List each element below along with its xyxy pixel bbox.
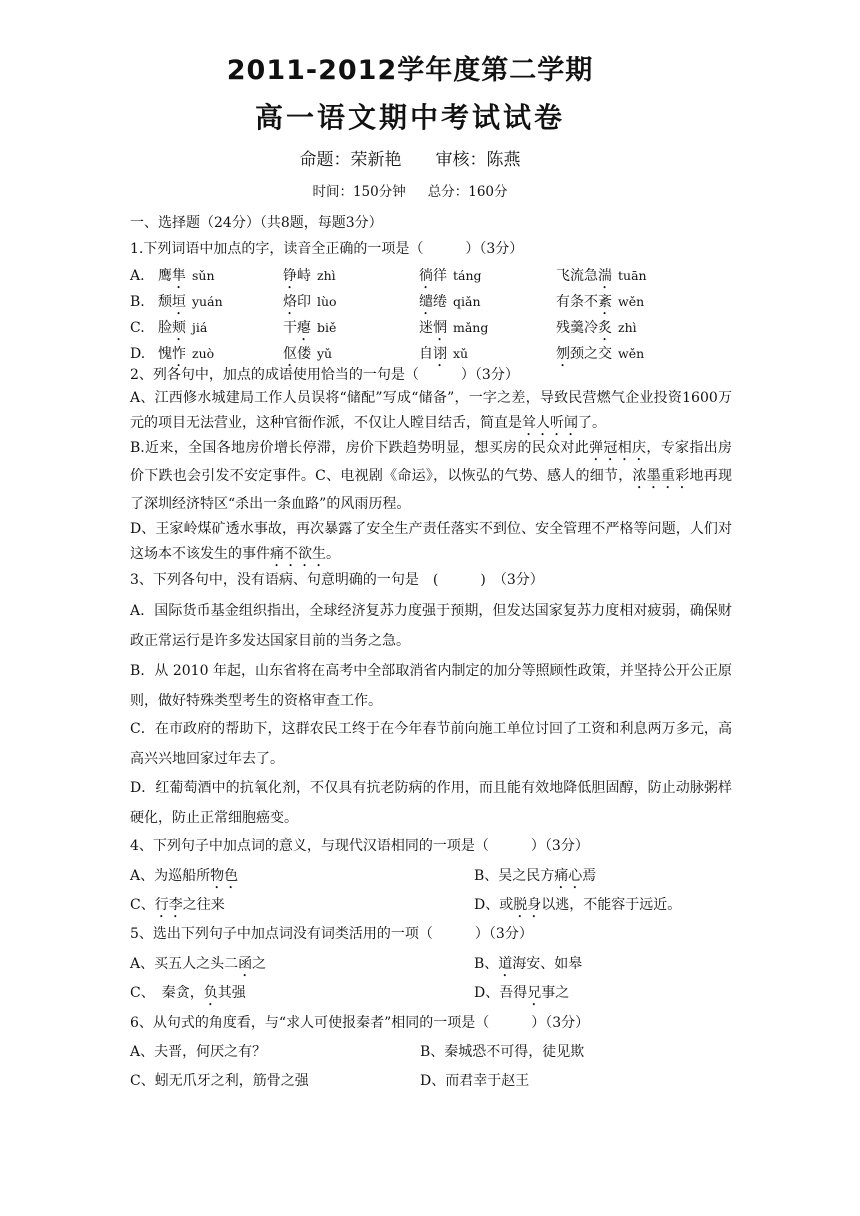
q1-word-dot: 伛 [283,346,297,362]
q6-option-c: C、蚓无爪牙之利，筋骨之强 [130,1073,309,1089]
q1-word-pre: 鹰 [158,268,172,284]
q2-c-tail: 地再现了深圳经济特区“杀出一条血路”的风雨历程。 [130,468,733,512]
author-label: 命题：荣新艳 [299,150,402,170]
q4-option-a [130,866,238,892]
q4-b-tail: 焉 [582,868,597,884]
q1-word-pinyin: wěn [618,294,645,309]
q1-word-dot: 垣 [172,294,186,310]
q2-stem: 2、列各句中，加点的成语使用恰当的一句是（ ）（3分） [130,367,519,383]
q1-word-pre: 迷 [419,320,433,336]
q5-option-a [130,954,266,980]
q2-a-tail: 了。 [578,415,606,431]
q1-word-pre: 自 [419,346,433,362]
q1-word [556,344,644,370]
q1-word-pinyin: zuò [192,346,215,361]
q2-a-text: A、江西修水城建局工作人员误将“储配”写成“储备”，一字之差，导致民营燃气企业投资1600万元的项目无法营业，这种官衙作派，不仅让人瞠目结舌，简直是 [130,390,732,431]
q3-option-a: A．国际货币基金组织指出，全球经济复苏力度强于预期，但发达国家复苏力度相对疲弱，确保财政正常运行是许多发达国家目前的当务之急。 [130,603,732,649]
q6-option-a: A、夫晋，何厌之有？ [130,1044,267,1060]
q1-word-pinyin: táng [453,268,482,283]
q1-word-pinyin: sǔn [192,268,215,283]
q1-word-dot: 徜 [419,268,433,284]
section-heading: 一、选择题（24分）（共8题，每题3分） [130,215,383,231]
q2-b-dotted: 弹冠相庆 [589,440,647,456]
q1-word-pinyin: mǎng [453,320,489,335]
score-label: 总分：160分 [427,184,508,200]
q1-word-dot: 炙 [598,320,612,336]
q1-word [283,318,336,344]
q3-option-c: C．在市政府的帮助下，这群农民工终于在今年春节前向施工单位讨回了工资和利息两万多元，高高兴兴地回家过年去了。 [130,721,732,767]
q1-word-pinyin: tuān [618,268,647,283]
q5-a-dotted: 函 [238,956,253,972]
q2-b-text: B.近来，全国各地房价增长停滞，房价下跌趋势明显，想买房的民众对此 [130,440,590,456]
q5-d-dotted: 兄 [527,985,542,1001]
q1-row-label: B. [130,294,145,310]
q1-word-pinyin: yǔ [317,346,333,361]
q1-word-pinyin: biě [317,320,337,335]
q5-b-text: B、 [474,956,499,972]
q5-d-text: D、吾得 [474,985,528,1001]
q1-word-dot: 隼 [172,268,186,284]
q1-word-pinyin: lùo [317,294,337,309]
q1-word-pinyin: qiǎn [453,294,481,309]
q1-word-post: 印 [297,294,311,310]
q1-word [283,292,337,318]
q4-c-dotted: 行李 [154,897,183,913]
reviewer-label: 审核：陈燕 [435,150,521,170]
q1-word-pre: 干 [283,320,297,336]
q1-word [556,266,647,292]
q1-word-post: 峙 [297,268,311,284]
q1-word [419,266,482,292]
q1-word [419,292,481,318]
q1-word-dot: 诩 [433,346,447,362]
q1-word [556,318,637,344]
q2-c-dotted: 浓墨重彩 [632,468,690,484]
q4-d-dotted: 脱身 [513,897,542,913]
q1-word-dot: 缱 [419,294,433,310]
q1-word-pre: 脸 [158,320,172,336]
q4-b-text: B、吴之民方 [474,868,555,884]
q4-option-d [474,895,681,921]
q4-d-tail: 以逃，不能容于远近。 [541,897,682,913]
q2-d-tail: 。 [326,546,340,562]
q1-word [158,292,223,318]
q1-word [158,266,215,292]
q3-stem: 3、下列各句中，没有语病、句意明确的一句是 ( ) （3分） [130,572,544,588]
q1-word-pre: 飞流急 [556,268,598,284]
q1-word-pinyin: yuán [192,294,223,309]
q4-option-c [130,895,225,921]
q2-option-d [130,517,732,570]
exam-title: 高一语文期中考试试卷 [254,101,565,134]
q1-word-dot: 紊 [598,294,612,310]
q2-d-text: D、王家岭煤矿透水事故，再次暴露了安全生产责任落实不到位、安全管理不严格等问题，人们对这场本不该发生的事件 [130,521,732,562]
q1-row-label: D. [130,346,146,362]
q1-word-dot: 刎 [556,346,570,362]
q4-c-text: C、 [130,897,155,913]
q1-word-dot: 颊 [172,320,186,336]
q4-b-dotted: 痛心 [554,868,583,884]
q1-word-pre: 残羹冷 [556,320,598,336]
q2-b-tail: ，专家指出房价下跌也会引发不安定事件。C、电视剧《命运》，以恢弘的气势、感人的细节， [130,440,732,484]
q2-option-a [130,386,732,439]
q5-a-tail: 之 [252,956,267,972]
q2-option-bc [130,436,732,517]
q1-word-dot: 烙 [283,294,297,310]
q1-word-pre: 有条不 [556,294,598,310]
time-label: 时间：150分钟 [312,184,406,200]
q1-word-pre: 愧 [158,346,172,362]
q5-option-b [474,954,582,980]
q5-stem: 5、选出下列句子中加点词没有词类活用的一项（ ）（3分） [130,926,533,942]
q1-word-dot: 瘪 [297,320,311,336]
q5-c-tail: 其强 [217,985,246,1001]
q1-word [556,292,644,318]
q1-word-dot: 惘 [433,320,447,336]
q5-option-c [130,983,246,1009]
q1-word [283,266,336,292]
q1-word [419,318,488,344]
q5-b-tail: 海安、如皋 [512,956,583,972]
q5-c-dotted: 负 [203,985,218,1001]
q1-row-label: A. [130,268,145,284]
q1-stem: 1.下列词语中加点的字，读音全正确的一项是（ ）（3分） [130,241,524,257]
q5-a-text: A、买五人之头二 [130,956,239,972]
q3-option-d: D．红葡萄酒中的抗氧化剂，不仅具有抗老防病的作用，而且能有效地降低胆固醇，防止动脉粥样硬化，防止正常细胞癌变。 [130,780,732,826]
q1-word-dot: 铮 [283,268,297,284]
q1-word [158,318,207,344]
q1-word-pinyin: jiá [192,320,208,335]
q1-word-dot: 怍 [172,346,186,362]
q1-word-pinyin: zhì [317,268,336,283]
q6-stem: 6、从句式的角度看，与“求人可使报秦者”相同的一项是（ ）（3分） [130,1015,590,1031]
q5-d-tail: 事之 [541,985,570,1001]
q6-option-d: D、而君幸于赵王 [420,1073,530,1089]
q1-word-pinyin: xǔ [453,346,469,361]
q1-word-pre: 颓 [158,294,172,310]
q4-c-tail: 之往来 [182,897,225,913]
q4-option-b [474,866,596,892]
authors-line [0,145,820,170]
time-score-line [0,180,820,200]
q6-option-b: B、秦城恐不可得，徒见欺 [420,1044,585,1060]
q4-stem: 4、下列句子中加点词的意义，与现代汉语相同的一项是（ ）（3分） [130,838,589,854]
q2-d-dotted: 痛不欲生 [270,546,326,562]
q2-a-dotted: 耸人听闻 [522,415,578,431]
q4-a-text: A、为巡船所 [130,868,211,884]
q4-a-dotted: 物色 [210,868,239,884]
q1-word-post: 绻 [433,294,447,310]
q5-c-text: C、 秦贪， [130,985,204,1001]
q1-word-pinyin: wěn [618,346,645,361]
q1-word-dot: 湍 [598,268,612,284]
q1-word-post: 颈之交 [570,346,612,362]
q5-option-d [474,983,569,1009]
q4-d-text: D、或 [474,897,514,913]
q3-option-b: B．从 2010 年起，山东省将在高考中全部取消省内制定的加分等照顾性政策，并坚持公开公正原则，做好特殊类型考生的资格审查工作。 [130,663,732,709]
q5-b-dotted: 道 [498,956,513,972]
q1-word-pinyin: zhì [618,320,637,335]
q1-row-label: C. [130,320,145,336]
q1-word-post: 徉 [433,268,447,284]
q1-word-post: 偻 [297,346,311,362]
exam-term-title: 2011-2012学年度第二学期 [226,55,594,86]
